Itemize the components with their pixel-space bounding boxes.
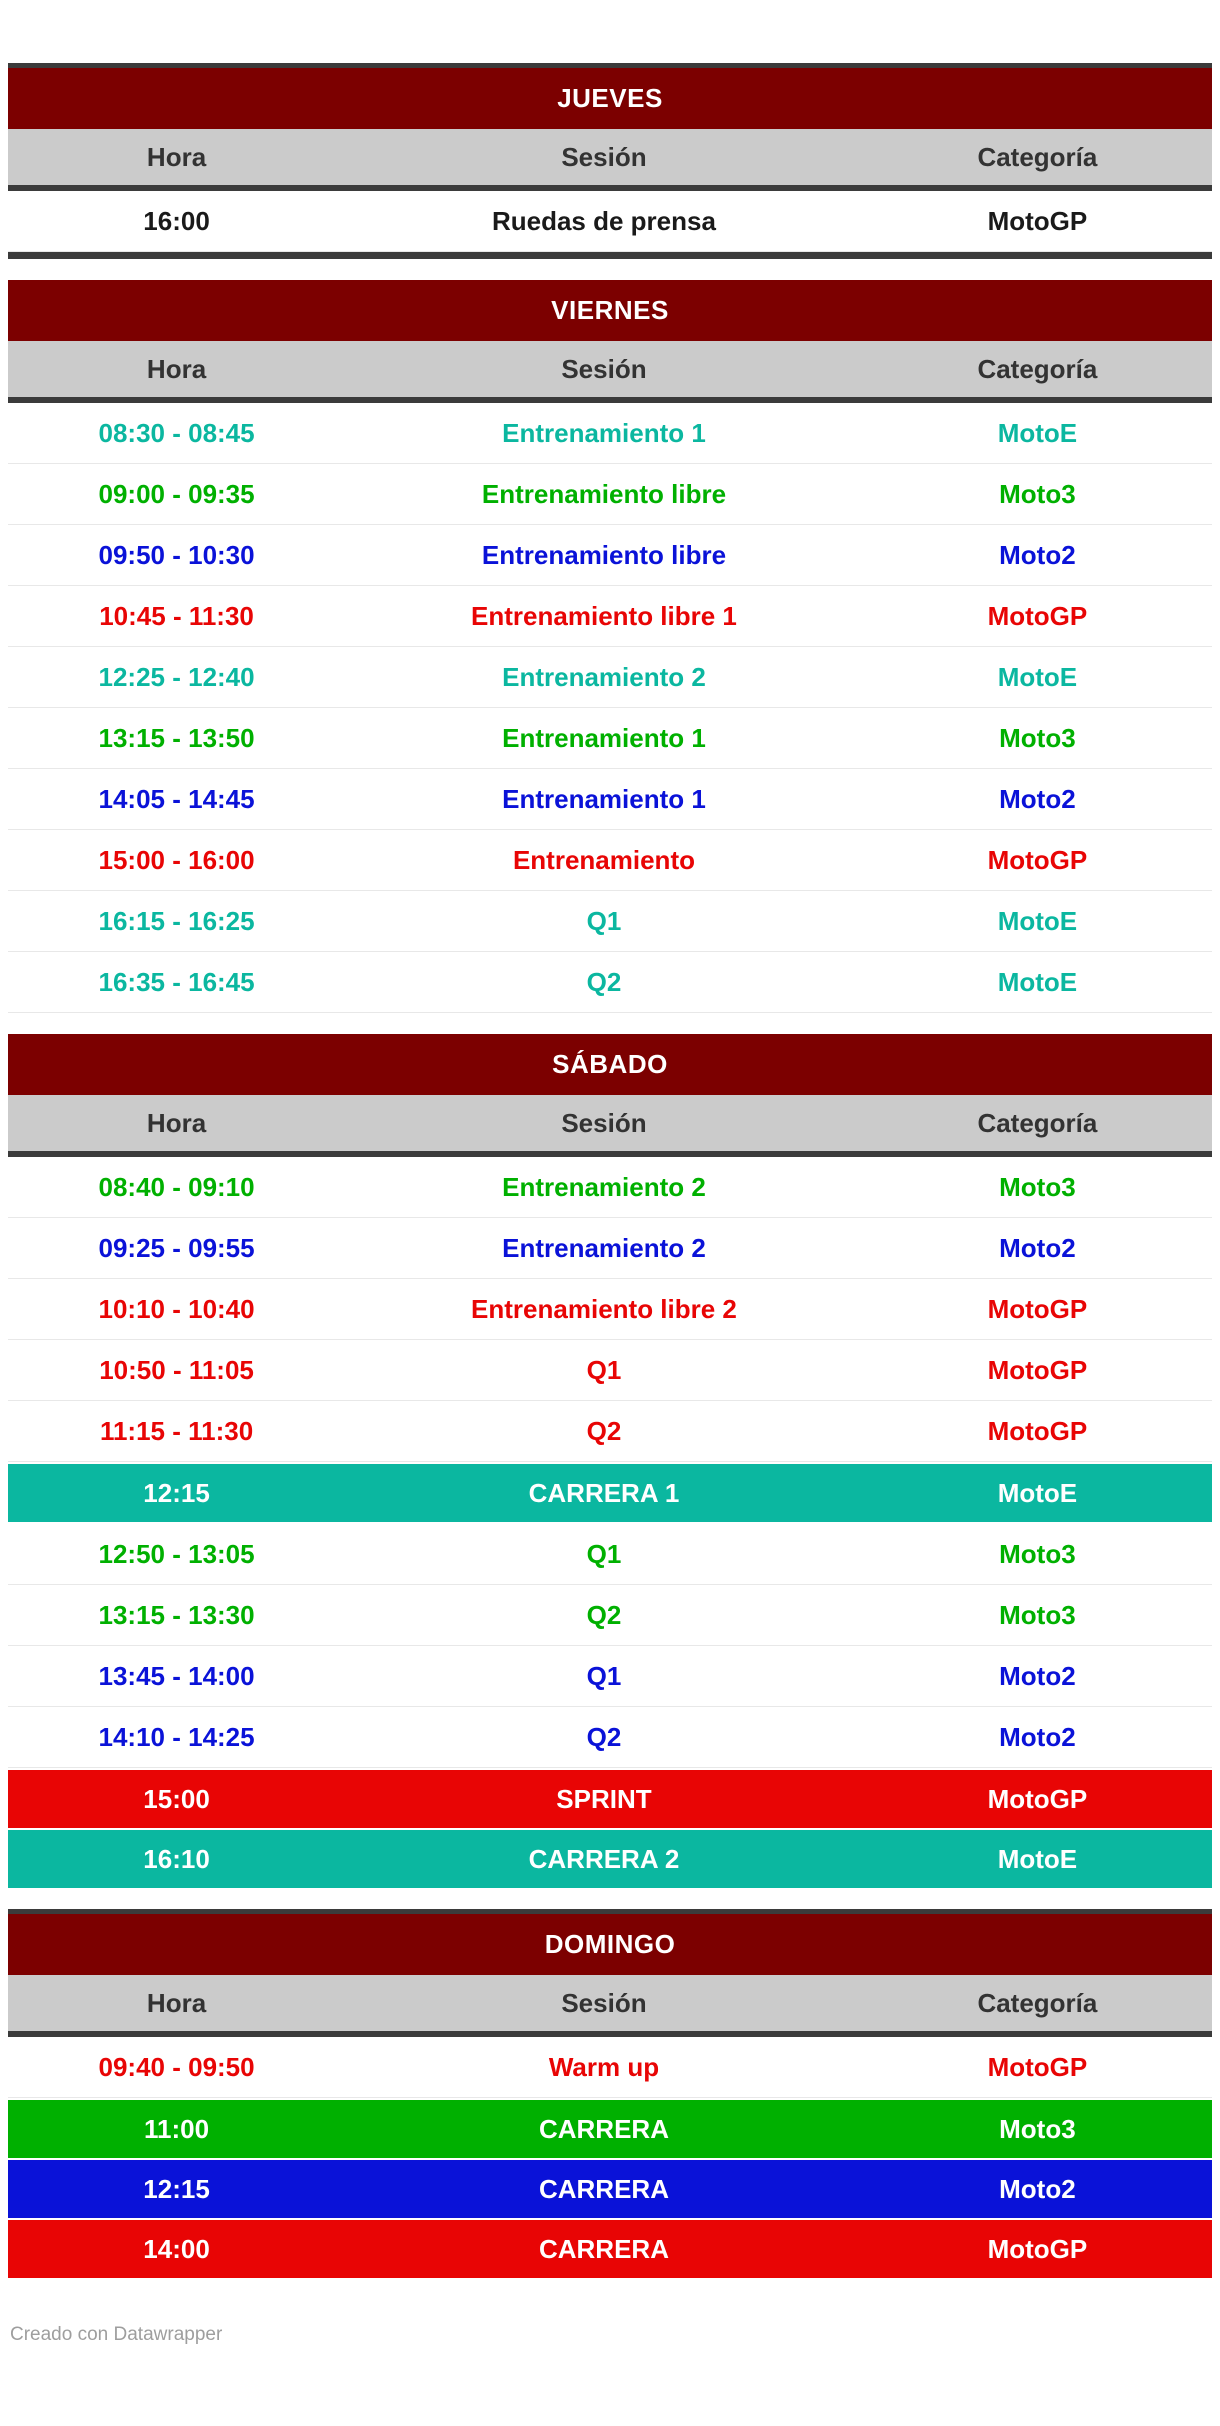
cell-sesion: SPRINT [556,1783,652,1814]
cell-sesion: CARRERA [538,2113,669,2144]
cell-categoria: MotoGP [987,2051,1088,2082]
cell-sesion: Q1 [586,1660,622,1691]
cell-categoria: MotoGP [987,1293,1088,1324]
datawrapper-credit: Creado con Datawrapper [10,2324,223,2345]
day-header-jueves: JUEVES [8,68,1212,129]
cell-categoria: MotoGP [987,844,1088,875]
cell-categoria: Moto2 [999,1660,1076,1691]
cell-sesion: Q1 [586,905,622,936]
cell-hora: 11:00 [144,2113,210,2144]
session-row [8,1646,1212,1707]
cell-categoria: MotoE [997,417,1078,448]
column-header-sesion: Sesión [561,353,647,384]
session-row [8,525,1212,586]
session-row [8,952,1212,1013]
cell-sesion: Entrenamiento libre [481,539,727,570]
cell-categoria: Moto2 [999,1232,1076,1263]
cell-categoria: Moto2 [999,539,1076,570]
column-header-row [8,1095,1212,1157]
cell-categoria: MotoGP [987,1354,1088,1385]
cell-categoria: MotoE [997,966,1078,997]
session-row [8,1770,1212,1828]
session-row [8,403,1212,464]
cell-hora: 12:50 - 13:05 [98,1538,255,1569]
cell-hora: 13:15 - 13:30 [98,1599,255,1630]
cell-sesion: Q1 [586,1538,622,1569]
column-header-row [8,129,1212,191]
session-row [8,2100,1212,2158]
cell-categoria: Moto2 [999,783,1076,814]
cell-sesion: Entrenamiento 2 [502,1232,706,1263]
column-header-sesion: Sesión [561,141,647,172]
cell-categoria: MotoGP [987,1783,1088,1814]
cell-sesion: Entrenamiento 2 [502,661,706,692]
session-row [8,830,1212,891]
session-row [8,891,1212,952]
day-header-sabado: SÁBADO [8,1034,1212,1095]
cell-categoria: Moto3 [999,1538,1076,1569]
session-row [8,1340,1212,1401]
cell-sesion: CARRERA 2 [528,1843,680,1874]
cell-categoria: MotoGP [987,2233,1088,2264]
cell-hora: 13:15 - 13:50 [98,722,255,753]
cell-hora: 13:45 - 14:00 [98,1660,255,1691]
cell-hora: 16:10 [143,1843,210,1874]
cell-sesion: Entrenamiento 1 [502,783,706,814]
cell-categoria: Moto2 [999,1721,1076,1752]
cell-hora: 08:30 - 08:45 [98,417,255,448]
cell-sesion: Q2 [586,1599,622,1630]
cell-categoria: MotoGP [987,205,1088,236]
cell-sesion: Entrenamiento libre 1 [471,600,737,631]
cell-sesion: Entrenamiento 1 [502,722,706,753]
session-row [8,191,1212,252]
column-header-categoria: Categoría [977,353,1098,384]
cell-sesion: Warm up [548,2051,660,2082]
cell-sesion: Q1 [586,1354,622,1385]
cell-sesion: Q2 [586,966,622,997]
session-row [8,769,1212,830]
cell-hora: 15:00 [143,1783,210,1814]
session-row [8,647,1212,708]
cell-categoria: MotoGP [987,600,1088,631]
cell-hora: 15:00 - 16:00 [98,844,255,875]
cell-categoria: MotoE [997,1477,1078,1508]
tables-root [8,63,1212,2278]
session-row [8,1585,1212,1646]
column-header-hora: Hora [146,1107,207,1138]
cell-sesion: Entrenamiento 2 [502,1171,706,1202]
cell-categoria: MotoE [997,905,1078,936]
column-header-hora: Hora [146,353,207,384]
column-header-categoria: Categoría [977,1987,1098,2018]
column-header-categoria: Categoría [977,141,1098,172]
cell-hora: 12:25 - 12:40 [98,661,255,692]
cell-sesion: Entrenamiento [512,844,695,875]
cell-hora: 09:40 - 09:50 [98,2051,255,2082]
cell-categoria: MotoE [997,661,1078,692]
session-row [8,1464,1212,1522]
session-row [8,1524,1212,1585]
cell-hora: 09:50 - 10:30 [98,539,255,570]
session-row [8,1157,1212,1218]
cell-hora: 09:25 - 09:55 [98,1232,255,1263]
cell-sesion: CARRERA [538,2173,669,2204]
day-table-jueves [8,63,1212,259]
cell-hora: 10:45 - 11:30 [99,600,254,631]
session-row [8,1830,1212,1888]
session-row [8,464,1212,525]
cell-hora: 16:15 - 16:25 [98,905,255,936]
cell-hora: 12:15 [143,2173,210,2204]
cell-hora: 10:10 - 10:40 [98,1293,255,1324]
session-row [8,586,1212,647]
cell-hora: 12:15 [143,1477,210,1508]
session-row [8,2160,1212,2218]
cell-hora: 08:40 - 09:10 [98,1171,255,1202]
cell-sesion: Entrenamiento libre [481,478,727,509]
day-table-viernes [8,280,1212,1013]
cell-hora: 14:05 - 14:45 [98,783,255,814]
cell-hora: 10:50 - 11:05 [99,1354,254,1385]
cell-categoria: Moto2 [999,2173,1076,2204]
cell-sesion: Q2 [586,1415,622,1446]
cell-hora: 14:10 - 14:25 [98,1721,255,1752]
column-header-row [8,341,1212,403]
day-table-domingo [8,1909,1212,2278]
cell-hora: 14:00 [143,2233,210,2264]
cell-hora: 16:35 - 16:45 [98,966,255,997]
cell-sesion: Entrenamiento libre 2 [471,1293,737,1324]
session-row [8,708,1212,769]
column-header-sesion: Sesión [561,1107,647,1138]
session-row [8,1218,1212,1279]
cell-sesion: CARRERA 1 [528,1477,680,1508]
session-row [8,2220,1212,2278]
cell-sesion: CARRERA [538,2233,669,2264]
session-row [8,2037,1212,2098]
day-header-viernes: VIERNES [8,280,1212,341]
column-header-categoria: Categoría [977,1107,1098,1138]
cell-hora: 16:00 [143,205,210,236]
column-header-hora: Hora [146,141,207,172]
cell-categoria: Moto3 [999,1171,1076,1202]
cell-categoria: MotoE [997,1843,1078,1874]
cell-sesion: Entrenamiento 1 [502,417,706,448]
column-header-row [8,1975,1212,2037]
cell-hora: 11:15 - 11:30 [99,1415,254,1446]
column-header-hora: Hora [146,1987,207,2018]
cell-sesion: Q2 [586,1721,622,1752]
column-header-sesion: Sesión [561,1987,647,2018]
cell-sesion: Ruedas de prensa [491,205,716,236]
session-row [8,1279,1212,1340]
session-row [8,1401,1212,1462]
cell-categoria: Moto3 [999,722,1076,753]
session-row [8,1707,1212,1768]
cell-categoria: MotoGP [987,1415,1088,1446]
cell-categoria: Moto3 [999,2113,1076,2144]
day-header-domingo: DOMINGO [8,1914,1212,1975]
cell-hora: 09:00 - 09:35 [98,478,255,509]
day-table-sabado [8,1034,1212,1888]
cell-categoria: Moto3 [999,478,1076,509]
cell-categoria: Moto3 [999,1599,1076,1630]
